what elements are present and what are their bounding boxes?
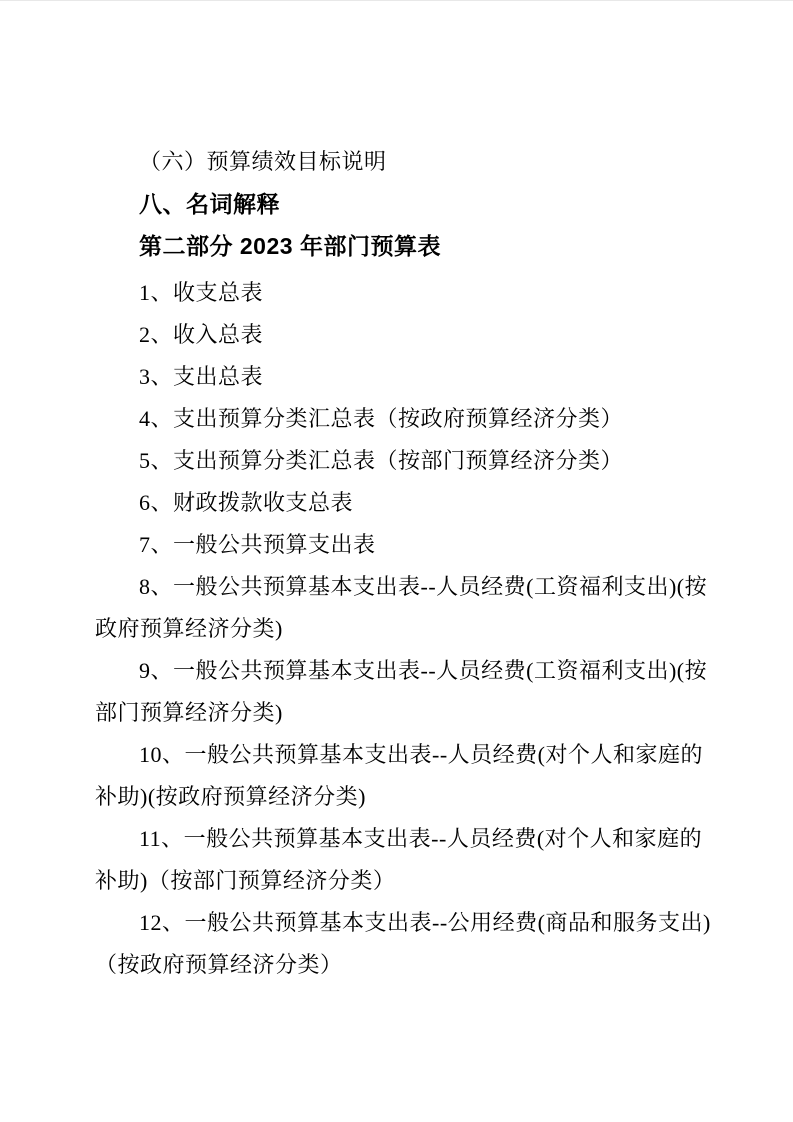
paragraph-line: 3、支出总表 bbox=[139, 364, 264, 389]
paragraph-line: 11、一般公共预算基本支出表--人员经费(对个人和家庭的 bbox=[139, 826, 703, 851]
paragraph-line: 12、一般公共预算基本支出表--公用经费(商品和服务支出) bbox=[139, 910, 711, 935]
paragraph-line: 10、一般公共预算基本支出表--人员经费(对个人和家庭的 bbox=[139, 742, 703, 767]
body-paragraph bbox=[95, 356, 698, 398]
body-paragraph bbox=[95, 650, 708, 734]
body-paragraph bbox=[95, 314, 698, 356]
paragraph-line: 6、财政拨款收支总表 bbox=[139, 490, 354, 515]
paragraph-line: 9、一般公共预算基本支出表--人员经费(工资福利支出)(按 bbox=[139, 658, 708, 683]
paragraph-line: 7、一般公共预算支出表 bbox=[139, 532, 376, 557]
body-paragraph bbox=[95, 566, 708, 650]
body-paragraph bbox=[95, 440, 698, 482]
body-paragraph bbox=[95, 734, 703, 818]
body-paragraph bbox=[95, 818, 703, 902]
heading-line: 第二部分 2023 年部门预算表 bbox=[139, 233, 441, 259]
paragraph-line: 补助)（按部门预算经济分类） bbox=[95, 868, 396, 893]
heading-paragraph bbox=[95, 225, 698, 267]
paragraph-line: （六）预算绩效目标说明 bbox=[139, 149, 387, 174]
paragraph-line: 补助)(按政府预算经济分类) bbox=[95, 784, 366, 809]
paragraph-line: 1、收支总表 bbox=[139, 280, 264, 305]
heading-line: 八、名词解释 bbox=[139, 191, 280, 217]
paragraph-line: 政府预算经济分类) bbox=[95, 616, 283, 641]
body-paragraph bbox=[95, 141, 698, 183]
paragraph-line: 部门预算经济分类) bbox=[95, 700, 283, 725]
heading-paragraph bbox=[95, 183, 698, 225]
body-paragraph bbox=[95, 398, 698, 440]
paragraph-line: 4、支出预算分类汇总表（按政府预算经济分类） bbox=[139, 406, 624, 431]
body-paragraph bbox=[95, 902, 711, 986]
paragraph-line: （按政府预算经济分类） bbox=[95, 952, 343, 977]
body-paragraph bbox=[95, 524, 698, 566]
body-paragraph bbox=[95, 272, 698, 314]
paragraph-line: 8、一般公共预算基本支出表--人员经费(工资福利支出)(按 bbox=[139, 574, 708, 599]
paragraph-line: 2、收入总表 bbox=[139, 322, 264, 347]
document-body bbox=[95, 141, 711, 986]
paragraph-line: 5、支出预算分类汇总表（按部门预算经济分类） bbox=[139, 448, 624, 473]
body-paragraph bbox=[95, 482, 698, 524]
